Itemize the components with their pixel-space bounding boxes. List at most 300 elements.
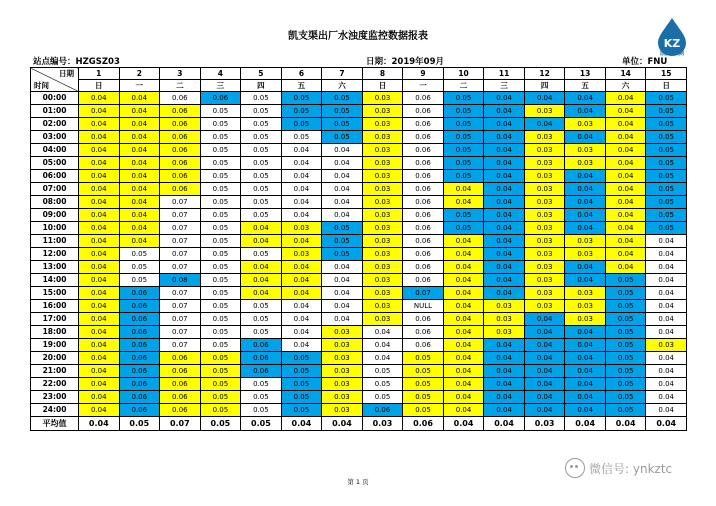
table-row	[31, 222, 687, 235]
turbidity-value-cell: 0.05	[443, 157, 484, 170]
turbidity-value-cell: 0.06	[403, 209, 444, 222]
turbidity-value-cell: 0.03	[322, 352, 363, 365]
turbidity-value-cell: 0.06	[119, 391, 160, 404]
turbidity-value-cell: 0.04	[281, 287, 322, 300]
turbidity-value-cell: 0.04	[484, 352, 525, 365]
turbidity-value-cell: 0.04	[119, 196, 160, 209]
day-header-cell: 6	[281, 68, 322, 80]
turbidity-value-cell: 0.05	[200, 248, 241, 261]
turbidity-value-cell: 0.05	[200, 131, 241, 144]
turbidity-value-cell: 0.04	[119, 157, 160, 170]
average-value-cell: 0.04	[605, 417, 646, 431]
turbidity-value-cell: 0.04	[565, 105, 606, 118]
turbidity-value-cell: 0.05	[443, 170, 484, 183]
turbidity-value-cell: 0.04	[484, 274, 525, 287]
turbidity-value-cell: 0.05	[443, 131, 484, 144]
turbidity-value-cell: 0.05	[362, 365, 403, 378]
header-row-weekdays	[31, 80, 687, 92]
turbidity-value-cell: 0.04	[79, 261, 120, 274]
turbidity-value-cell: 0.04	[443, 326, 484, 339]
turbidity-value-cell: 0.06	[160, 365, 201, 378]
turbidity-value-cell: 0.04	[322, 313, 363, 326]
turbidity-value-cell: 0.04	[281, 196, 322, 209]
turbidity-value-cell: 0.04	[524, 118, 565, 131]
time-cell: 14:00	[31, 274, 79, 287]
turbidity-value-cell: 0.04	[322, 183, 363, 196]
turbidity-value-cell: 0.05	[646, 183, 687, 196]
turbidity-value-cell: 0.04	[565, 209, 606, 222]
turbidity-value-cell: 0.06	[119, 352, 160, 365]
table-row	[31, 391, 687, 404]
turbidity-value-cell: 0.05	[322, 235, 363, 248]
turbidity-value-cell: 0.05	[605, 352, 646, 365]
turbidity-value-cell: 0.03	[362, 183, 403, 196]
turbidity-value-cell: 0.04	[605, 131, 646, 144]
turbidity-value-cell: 0.05	[200, 209, 241, 222]
turbidity-value-cell: 0.06	[160, 183, 201, 196]
turbidity-value-cell: 0.05	[241, 170, 282, 183]
turbidity-value-cell: 0.05	[119, 274, 160, 287]
average-value-cell: 0.07	[160, 417, 201, 431]
turbidity-value-cell: 0.03	[565, 144, 606, 157]
turbidity-value-cell: 0.06	[403, 105, 444, 118]
turbidity-value-cell: 0.04	[565, 222, 606, 235]
weekday-header-cell: 六	[322, 80, 363, 92]
average-value-cell: 0.04	[565, 417, 606, 431]
turbidity-value-cell: 0.04	[484, 131, 525, 144]
turbidity-value-cell: 0.03	[565, 118, 606, 131]
turbidity-value-cell: 0.04	[119, 170, 160, 183]
turbidity-value-cell: 0.03	[524, 222, 565, 235]
turbidity-value-cell: 0.03	[524, 274, 565, 287]
day-header-cell: 13	[565, 68, 606, 80]
turbidity-value-cell: 0.04	[646, 248, 687, 261]
turbidity-value-cell: 0.04	[79, 326, 120, 339]
turbidity-value-cell: 0.04	[524, 313, 565, 326]
turbidity-value-cell: 0.03	[362, 131, 403, 144]
turbidity-value-cell: 0.03	[524, 105, 565, 118]
turbidity-value-cell: 0.03	[524, 209, 565, 222]
turbidity-value-cell: 0.05	[200, 378, 241, 391]
turbidity-value-cell: 0.05	[241, 300, 282, 313]
turbidity-value-cell: 0.04	[484, 378, 525, 391]
turbidity-value-cell: 0.04	[646, 391, 687, 404]
turbidity-value-cell: 0.05	[241, 131, 282, 144]
turbidity-value-cell: 0.05	[241, 378, 282, 391]
turbidity-value-cell: 0.04	[605, 222, 646, 235]
turbidity-value-cell: 0.05	[646, 157, 687, 170]
turbidity-value-cell: 0.04	[119, 118, 160, 131]
turbidity-value-cell: 0.05	[200, 144, 241, 157]
turbidity-value-cell: 0.05	[241, 313, 282, 326]
turbidity-value-cell: 0.04	[646, 326, 687, 339]
turbidity-value-cell: 0.04	[79, 391, 120, 404]
turbidity-value-cell: 0.05	[605, 313, 646, 326]
turbidity-value-cell: 0.04	[322, 144, 363, 157]
turbidity-value-cell: 0.06	[119, 326, 160, 339]
turbidity-value-cell: 0.03	[322, 365, 363, 378]
time-cell: 13:00	[31, 261, 79, 274]
turbidity-value-cell: 0.05	[200, 183, 241, 196]
turbidity-value-cell: 0.04	[605, 248, 646, 261]
turbidity-value-cell: 0.05	[200, 391, 241, 404]
turbidity-value-cell: 0.05	[646, 144, 687, 157]
day-header-cell: 5	[241, 68, 282, 80]
turbidity-value-cell: 0.05	[443, 92, 484, 105]
turbidity-value-cell: 0.05	[646, 209, 687, 222]
day-header-cell: 15	[646, 68, 687, 80]
turbidity-value-cell: 0.04	[484, 157, 525, 170]
weekday-header-cell: 五	[281, 80, 322, 92]
turbidity-value-cell: 0.03	[565, 300, 606, 313]
turbidity-value-cell: 0.04	[646, 235, 687, 248]
turbidity-value-cell: 0.04	[443, 352, 484, 365]
table-row	[31, 274, 687, 287]
turbidity-value-cell: 0.05	[200, 326, 241, 339]
turbidity-value-cell: 0.06	[403, 183, 444, 196]
turbidity-value-cell: 0.03	[362, 144, 403, 157]
turbidity-value-cell: 0.05	[443, 118, 484, 131]
table-row	[31, 261, 687, 274]
turbidity-value-cell: 0.05	[605, 339, 646, 352]
average-value-cell: 0.04	[322, 417, 363, 431]
turbidity-value-cell: 0.04	[119, 144, 160, 157]
turbidity-value-cell: 0.06	[403, 274, 444, 287]
turbidity-value-cell: 0.04	[322, 300, 363, 313]
turbidity-value-cell: 0.05	[443, 222, 484, 235]
average-value-cell: 0.04	[443, 417, 484, 431]
turbidity-value-cell: 0.07	[160, 326, 201, 339]
turbidity-value-cell: 0.04	[241, 235, 282, 248]
turbidity-value-cell: 0.05	[281, 378, 322, 391]
turbidity-value-cell: 0.04	[605, 170, 646, 183]
turbidity-value-cell: 0.06	[160, 105, 201, 118]
turbidity-value-cell: 0.06	[119, 365, 160, 378]
turbidity-value-cell: 0.05	[200, 365, 241, 378]
turbidity-value-cell: 0.06	[403, 248, 444, 261]
turbidity-value-cell: 0.07	[160, 313, 201, 326]
turbidity-value-cell: 0.03	[565, 235, 606, 248]
turbidity-value-cell: 0.06	[160, 352, 201, 365]
table-row	[31, 235, 687, 248]
weekday-header-cell: 二	[160, 80, 201, 92]
turbidity-value-cell: 0.04	[484, 339, 525, 352]
turbidity-value-cell: 0.05	[281, 365, 322, 378]
turbidity-value-cell: 0.05	[322, 118, 363, 131]
turbidity-value-cell: 0.04	[281, 209, 322, 222]
turbidity-value-cell: 0.06	[241, 339, 282, 352]
turbidity-value-cell: 0.03	[322, 339, 363, 352]
turbidity-value-cell: 0.03	[565, 287, 606, 300]
turbidity-value-cell: 0.06	[241, 352, 282, 365]
turbidity-value-cell: 0.06	[403, 326, 444, 339]
turbidity-value-cell: 0.03	[524, 157, 565, 170]
turbidity-value-cell: 0.05	[200, 352, 241, 365]
turbidity-value-cell: 0.06	[160, 157, 201, 170]
turbidity-value-cell: 0.04	[79, 196, 120, 209]
turbidity-value-cell: 0.04	[443, 274, 484, 287]
turbidity-value-cell: 0.03	[281, 222, 322, 235]
turbidity-value-cell: 0.04	[322, 287, 363, 300]
turbidity-value-cell: 0.03	[281, 248, 322, 261]
time-cell: 05:00	[31, 157, 79, 170]
turbidity-value-cell: 0.04	[484, 365, 525, 378]
turbidity-value-cell: 0.04	[605, 196, 646, 209]
time-cell: 15:00	[31, 287, 79, 300]
turbidity-value-cell: 0.04	[484, 209, 525, 222]
turbidity-value-cell: 0.05	[200, 118, 241, 131]
table-row	[31, 404, 687, 417]
turbidity-value-cell: 0.06	[403, 222, 444, 235]
turbidity-value-cell: 0.07	[160, 339, 201, 352]
table-row	[31, 287, 687, 300]
turbidity-value-cell: 0.04	[79, 287, 120, 300]
turbidity-value-cell: 0.07	[160, 196, 201, 209]
page-footer: 第 1 页	[347, 478, 369, 486]
turbidity-value-cell: 0.05	[362, 391, 403, 404]
turbidity-value-cell: 0.04	[565, 183, 606, 196]
turbidity-value-cell: 0.03	[524, 131, 565, 144]
turbidity-value-cell: 0.04	[646, 300, 687, 313]
turbidity-value-cell: 0.03	[524, 183, 565, 196]
day-header-cell: 1	[79, 68, 120, 80]
weekday-header-cell: 一	[403, 80, 444, 92]
turbidity-value-cell: 0.03	[524, 144, 565, 157]
turbidity-value-cell: 0.04	[79, 170, 120, 183]
turbidity-value-cell: 0.04	[322, 170, 363, 183]
turbidity-value-cell: 0.06	[160, 144, 201, 157]
turbidity-value-cell: 0.04	[119, 183, 160, 196]
turbidity-value-cell: 0.06	[119, 339, 160, 352]
turbidity-value-cell: 0.08	[160, 274, 201, 287]
turbidity-value-cell: 0.04	[565, 131, 606, 144]
turbidity-value-cell: 0.04	[524, 391, 565, 404]
turbidity-value-cell: 0.05	[403, 391, 444, 404]
time-cell: 19:00	[31, 339, 79, 352]
turbidity-value-cell: 0.04	[241, 274, 282, 287]
day-header-cell: 11	[484, 68, 525, 80]
turbidity-value-cell: 0.03	[524, 287, 565, 300]
turbidity-value-cell: 0.03	[362, 118, 403, 131]
time-cell: 10:00	[31, 222, 79, 235]
turbidity-value-cell: 0.03	[484, 300, 525, 313]
turbidity-value-cell: 0.03	[565, 248, 606, 261]
turbidity-value-cell: 0.06	[403, 261, 444, 274]
turbidity-value-cell: 0.04	[281, 261, 322, 274]
turbidity-value-cell: 0.04	[484, 222, 525, 235]
time-cell: 04:00	[31, 144, 79, 157]
time-cell: 02:00	[31, 118, 79, 131]
turbidity-value-cell: 0.04	[241, 261, 282, 274]
turbidity-value-cell: 0.06	[403, 131, 444, 144]
turbidity-value-cell: 0.05	[322, 248, 363, 261]
turbidity-value-cell: 0.03	[362, 196, 403, 209]
turbidity-value-cell: 0.04	[484, 261, 525, 274]
turbidity-value-cell: 0.04	[605, 261, 646, 274]
turbidity-value-cell: 0.03	[362, 92, 403, 105]
turbidity-value-cell: 0.04	[484, 92, 525, 105]
turbidity-value-cell: 0.06	[241, 365, 282, 378]
turbidity-value-cell: 0.03	[565, 313, 606, 326]
turbidity-value-cell: 0.04	[79, 118, 120, 131]
turbidity-value-cell: 0.03	[524, 300, 565, 313]
time-cell: 20:00	[31, 352, 79, 365]
turbidity-value-cell: 0.06	[362, 404, 403, 417]
turbidity-value-cell: 0.05	[241, 404, 282, 417]
turbidity-value-cell: 0.04	[646, 352, 687, 365]
turbidity-value-cell: 0.04	[443, 378, 484, 391]
day-header-cell: 14	[605, 68, 646, 80]
turbidity-value-cell: 0.04	[443, 391, 484, 404]
turbidity-value-cell: 0.06	[160, 404, 201, 417]
turbidity-value-cell: 0.07	[160, 248, 201, 261]
turbidity-value-cell: 0.04	[484, 235, 525, 248]
turbidity-value-cell: 0.04	[565, 404, 606, 417]
turbidity-value-cell: 0.04	[646, 378, 687, 391]
turbidity-value-cell: 0.03	[524, 235, 565, 248]
turbidity-value-cell: 0.04	[484, 118, 525, 131]
turbidity-value-cell: 0.05	[443, 105, 484, 118]
turbidity-value-cell: 0.04	[241, 222, 282, 235]
turbidity-value-cell: 0.05	[200, 105, 241, 118]
average-value-cell: 0.03	[524, 417, 565, 431]
turbidity-value-cell: 0.05	[362, 378, 403, 391]
turbidity-value-cell: 0.06	[200, 92, 241, 105]
turbidity-value-cell: 0.04	[443, 261, 484, 274]
turbidity-value-cell: 0.06	[119, 378, 160, 391]
weekday-header-cell: 日	[79, 80, 120, 92]
average-value-cell: 0.06	[403, 417, 444, 431]
turbidity-value-cell: 0.05	[200, 157, 241, 170]
time-cell: 24:00	[31, 404, 79, 417]
turbidity-value-cell: 0.04	[484, 105, 525, 118]
time-cell: 23:00	[31, 391, 79, 404]
turbidity-value-cell: 0.05	[241, 144, 282, 157]
turbidity-value-cell: 0.04	[79, 365, 120, 378]
turbidity-value-cell: 0.04	[79, 235, 120, 248]
turbidity-value-cell: 0.04	[443, 287, 484, 300]
turbidity-value-cell: 0.05	[605, 287, 646, 300]
turbidity-value-cell: 0.04	[646, 261, 687, 274]
turbidity-value-cell: 0.07	[160, 235, 201, 248]
turbidity-value-cell: 0.04	[119, 222, 160, 235]
turbidity-value-cell: 0.04	[524, 404, 565, 417]
turbidity-value-cell: 0.04	[281, 157, 322, 170]
average-value-cell: 0.04	[646, 417, 687, 431]
turbidity-value-cell: 0.05	[200, 261, 241, 274]
time-cell: 21:00	[31, 365, 79, 378]
turbidity-value-cell: 0.04	[79, 144, 120, 157]
turbidity-value-cell: 0.06	[403, 92, 444, 105]
turbidity-value-cell: 0.05	[281, 391, 322, 404]
weekday-header-cell: 日	[646, 80, 687, 92]
turbidity-value-cell: 0.06	[160, 391, 201, 404]
turbidity-value-cell: 0.04	[443, 313, 484, 326]
turbidity-value-cell: 0.04	[362, 326, 403, 339]
turbidity-value-cell: 0.05	[241, 196, 282, 209]
average-value-cell: 0.03	[362, 417, 403, 431]
turbidity-value-cell: 0.03	[362, 287, 403, 300]
turbidity-value-cell: 0.04	[362, 339, 403, 352]
turbidity-value-cell: 0.04	[281, 235, 322, 248]
turbidity-value-cell: 0.06	[160, 378, 201, 391]
turbidity-value-cell: 0.03	[524, 196, 565, 209]
svg-text:KZ: KZ	[663, 37, 681, 50]
turbidity-value-cell: 0.05	[200, 287, 241, 300]
turbidity-value-cell: 0.04	[484, 248, 525, 261]
turbidity-value-cell: 0.03	[524, 170, 565, 183]
time-cell: 22:00	[31, 378, 79, 391]
average-value-cell: 0.05	[200, 417, 241, 431]
turbidity-value-cell: 0.04	[484, 391, 525, 404]
turbidity-value-cell: 0.05	[605, 300, 646, 313]
turbidity-value-cell: 0.04	[281, 326, 322, 339]
turbidity-value-cell: 0.04	[322, 209, 363, 222]
turbidity-value-cell: 0.05	[200, 196, 241, 209]
turbidity-value-cell: 0.04	[322, 196, 363, 209]
table-row	[31, 339, 687, 352]
table-row	[31, 105, 687, 118]
turbidity-value-cell: 0.06	[403, 118, 444, 131]
turbidity-value-cell: 0.03	[362, 313, 403, 326]
table-row	[31, 300, 687, 313]
table-row	[31, 209, 687, 222]
turbidity-value-cell: 0.07	[160, 287, 201, 300]
turbidity-value-cell: 0.04	[79, 209, 120, 222]
turbidity-value-cell: 0.05	[646, 105, 687, 118]
weekday-header-cell: 五	[565, 80, 606, 92]
turbidity-value-cell: 0.04	[119, 235, 160, 248]
time-cell: 18:00	[31, 326, 79, 339]
turbidity-value-cell: 0.05	[605, 274, 646, 287]
header-row-days	[31, 68, 687, 80]
turbidity-value-cell: 0.05	[322, 131, 363, 144]
turbidity-value-cell: 0.05	[200, 313, 241, 326]
wechat-icon	[565, 458, 585, 478]
turbidity-value-cell: 0.04	[646, 365, 687, 378]
turbidity-value-cell: 0.05	[605, 365, 646, 378]
day-header-cell: 2	[119, 68, 160, 80]
turbidity-value-cell: 0.04	[484, 404, 525, 417]
turbidity-value-cell: 0.07	[160, 300, 201, 313]
turbidity-table	[30, 67, 687, 431]
turbidity-value-cell: 0.06	[119, 300, 160, 313]
turbidity-value-cell: 0.04	[322, 274, 363, 287]
turbidity-value-cell: 0.04	[443, 183, 484, 196]
turbidity-value-cell: 0.05	[241, 92, 282, 105]
turbidity-value-cell: 0.04	[362, 352, 403, 365]
corner-header-cell	[31, 68, 79, 92]
turbidity-value-cell: 0.05	[241, 326, 282, 339]
turbidity-value-cell: 0.04	[565, 326, 606, 339]
turbidity-value-cell: 0.04	[484, 144, 525, 157]
turbidity-value-cell: 0.05	[200, 404, 241, 417]
table-row	[31, 248, 687, 261]
turbidity-value-cell: NULL	[403, 300, 444, 313]
turbidity-value-cell: 0.04	[524, 339, 565, 352]
logo-text: 凯正探测	[659, 50, 684, 57]
turbidity-value-cell: 0.04	[119, 92, 160, 105]
day-header-cell: 12	[524, 68, 565, 80]
turbidity-value-cell: 0.04	[79, 378, 120, 391]
table-row	[31, 170, 687, 183]
turbidity-value-cell: 0.04	[443, 235, 484, 248]
wechat-watermark	[565, 458, 672, 478]
turbidity-value-cell: 0.04	[79, 404, 120, 417]
turbidity-value-cell: 0.05	[403, 404, 444, 417]
turbidity-value-cell: 0.05	[241, 391, 282, 404]
turbidity-value-cell: 0.05	[281, 352, 322, 365]
